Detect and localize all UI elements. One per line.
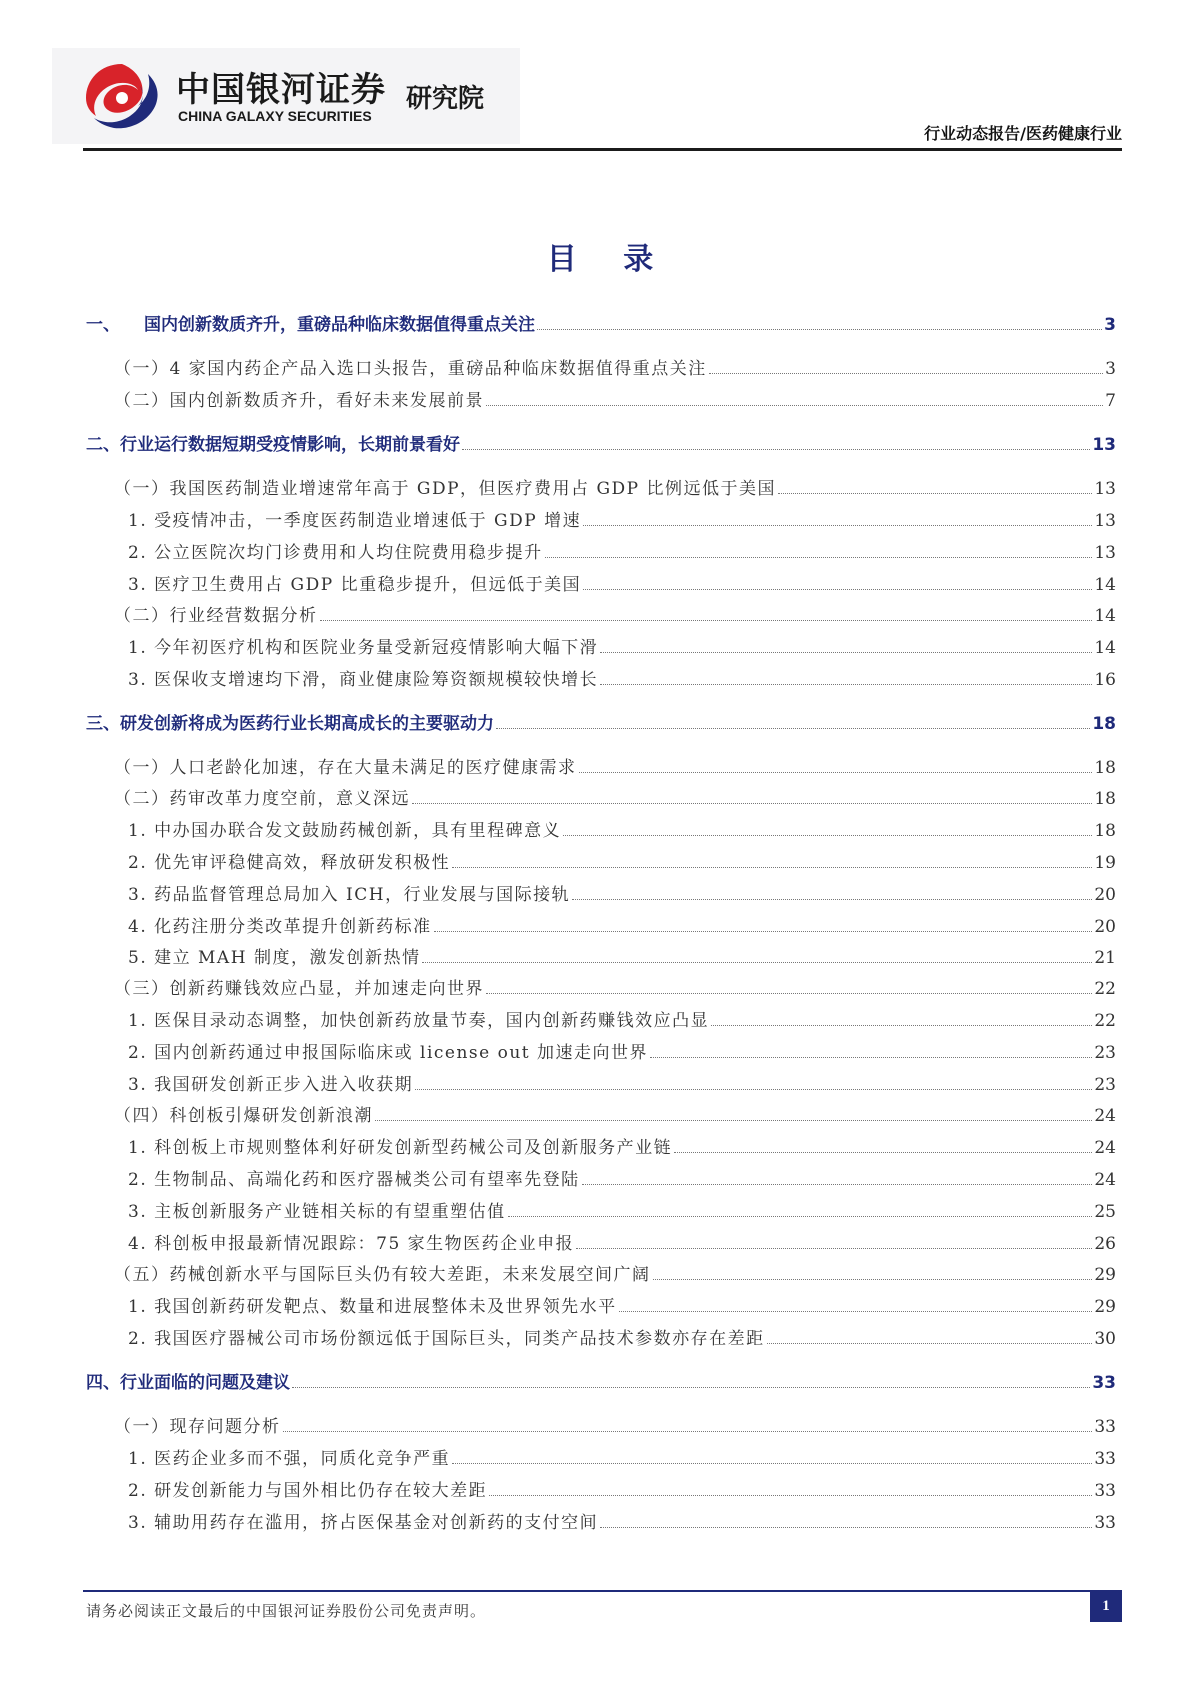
toc-entry-section-3[interactable]: 三、研发创新将成为医药行业长期高成长的主要驱动力 18 (86, 714, 1116, 734)
toc-entry[interactable]: 2. 生物制品、高端化药和医疗器械类公司有望率先登陆 24 (128, 1170, 1116, 1190)
page-title: 目 录 (546, 242, 672, 277)
toc-entry[interactable]: （四）科创板引爆研发创新浪潮 24 (114, 1106, 1116, 1126)
toc-entry[interactable]: （一）人口老龄化加速，存在大量未满足的医疗健康需求 18 (114, 758, 1116, 778)
toc-entry[interactable]: 1. 今年初医疗机构和医院业务量受新冠疫情影响大幅下滑 14 (128, 638, 1116, 658)
toc-entry[interactable]: 1. 医药企业多而不强，同质化竞争严重 33 (128, 1449, 1116, 1469)
toc-entry[interactable]: 1. 我国创新药研发靶点、数量和进展整体未及世界领先水平 29 (128, 1297, 1116, 1317)
toc-entry[interactable]: 3. 我国研发创新正步入进入收获期 23 (128, 1075, 1116, 1095)
galaxy-swirl-logo-icon (82, 60, 162, 132)
toc-entry[interactable]: （二）行业经营数据分析 14 (114, 606, 1116, 626)
brand-chinese-name: 中国银河证券 (176, 70, 386, 110)
toc-entry[interactable]: （二）国内创新数质齐升，看好未来发展前景 7 (114, 391, 1116, 411)
toc-entry-section-1[interactable]: 一、 国内创新数质齐升，重磅品种临床数据值得重点关注 3 (86, 315, 1116, 335)
brand-institute: 研究院 (406, 84, 485, 114)
toc-entry[interactable]: （一）现存问题分析 33 (114, 1417, 1116, 1437)
toc-entry[interactable]: （三）创新药赚钱效应凸显，并加速走向世界 22 (114, 979, 1116, 999)
toc-entry-section-4[interactable]: 四、行业面临的问题及建议 33 (86, 1373, 1116, 1393)
toc-entry-section-2[interactable]: 二、行业运行数据短期受疫情影响，长期前景看好 13 (86, 435, 1116, 455)
toc-entry[interactable]: 2. 国内创新药通过申报国际临床或 license out 加速走向世界 23 (128, 1043, 1116, 1063)
toc-entry[interactable]: 2. 研发创新能力与国外相比仍存在较大差距 33 (128, 1481, 1116, 1501)
toc-entry[interactable]: 3. 辅助用药存在滥用，挤占医保基金对创新药的支付空间 33 (128, 1513, 1116, 1533)
toc-entry[interactable]: （五）药械创新水平与国际巨头仍有较大差距，未来发展空间广阔 29 (114, 1265, 1116, 1285)
toc-entry[interactable]: 1. 中办国办联合发文鼓励药械创新，具有里程碑意义 18 (128, 821, 1116, 841)
footer-divider (83, 1590, 1122, 1592)
toc-entry[interactable]: （二）药审改革力度空前，意义深远 18 (114, 789, 1116, 809)
toc-entry[interactable]: （一）我国医药制造业增速常年高于 GDP，但医疗费用占 GDP 比例远低于美国 13 (114, 479, 1116, 499)
toc-entry[interactable]: 3. 医疗卫生费用占 GDP 比重稳步提升，但远低于美国 14 (128, 575, 1116, 595)
report-type: 行业动态报告/医药健康行业 (924, 124, 1122, 143)
page-number: 1 (1090, 1590, 1122, 1622)
header-divider (83, 148, 1122, 151)
toc-entry[interactable]: 1. 医保目录动态调整，加快创新药放量节奏，国内创新药赚钱效应凸显 22 (128, 1011, 1116, 1031)
brand-english-name: CHINA GALAXY SECURITIES (178, 108, 372, 124)
toc-entry[interactable]: 5. 建立 MAH 制度，激发创新热情 21 (128, 948, 1116, 968)
brand-logo-block (52, 48, 520, 144)
toc-entry[interactable]: 4. 科创板申报最新情况跟踪：75 家生物医药企业申报 26 (128, 1234, 1116, 1254)
toc-entry[interactable]: 3. 医保收支增速均下滑，商业健康险筹资额规模较快增长 16 (128, 670, 1116, 690)
toc-entry[interactable]: （一）4 家国内药企产品入选口头报告，重磅品种临床数据值得重点关注 3 (114, 359, 1116, 379)
toc-entry[interactable]: 1. 受疫情冲击，一季度医药制造业增速低于 GDP 增速 13 (128, 511, 1116, 531)
toc-entry[interactable]: 4. 化药注册分类改革提升创新药标准 20 (128, 917, 1116, 937)
toc-entry[interactable]: 2. 公立医院次均门诊费用和人均住院费用稳步提升 13 (128, 543, 1116, 563)
toc-entry[interactable]: 2. 优先审评稳健高效，释放研发积极性 19 (128, 853, 1116, 873)
toc-entry[interactable]: 1. 科创板上市规则整体利好研发创新型药械公司及创新服务产业链 24 (128, 1138, 1116, 1158)
toc-entry[interactable]: 3. 药品监督管理总局加入 ICH，行业发展与国际接轨 20 (128, 885, 1116, 905)
toc-entry[interactable]: 2. 我国医疗器械公司市场份额远低于国际巨头，同类产品技术参数亦存在差距 30 (128, 1329, 1116, 1349)
footer-disclaimer: 请务必阅读正文最后的中国银河证券股份公司免责声明。 (86, 1602, 487, 1620)
toc-entry[interactable]: 3. 主板创新服务产业链相关标的有望重塑估值 25 (128, 1202, 1116, 1222)
